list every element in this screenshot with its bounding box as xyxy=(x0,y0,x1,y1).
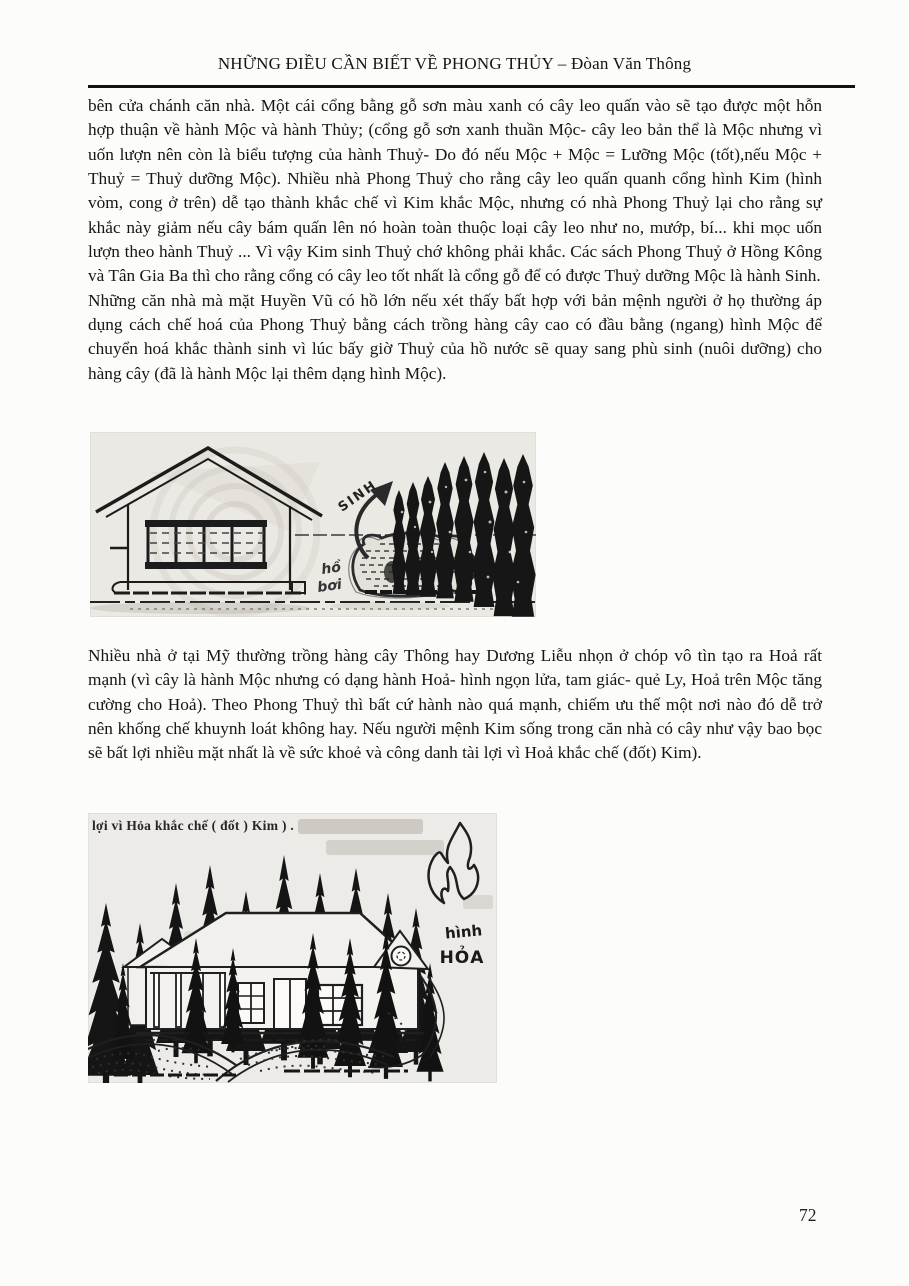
svg-text:HỎA: HỎA xyxy=(439,948,485,968)
page-header-title: NHỮNG ĐIỀU CẦN BIẾT VỀ PHONG THỦY – Đòan Văn Thông xyxy=(217,54,692,73)
paragraph-2: Những căn nhà mà mặt Huyền Vũ có hồ lớn nếu xét thấy bất hợp với bản mệnh người ở họ thường áp dụng cách chế hoá của Phong Thuỷ bằng cách trồng hàng cây cao có đầu bằng (ngang) hình Mộc để chuyển hoá khắc thành sinh vì lúc bấy giờ Thuỷ của hồ nước sẽ quay sang phù sinh (nuôi dưỡng) cho hàng cây (đã là hành Mộc lại thêm dạng hình Mộc). xyxy=(88,290,822,383)
sinh-label: SINH xyxy=(335,477,381,516)
figure-house-pines-flame xyxy=(88,813,497,1083)
body-text-block-1 xyxy=(88,94,822,386)
body-text-block-2 xyxy=(88,644,822,766)
figure-house-pool-trees xyxy=(90,432,536,617)
svg-text:bơi: bơi xyxy=(316,576,343,596)
page-number: 72 xyxy=(799,1205,817,1225)
svg-text:hồ: hồ xyxy=(320,559,342,578)
figure-caption: lợi vì Hỏa khắc chế ( đốt ) Kim ) . xyxy=(92,818,295,833)
paragraph-3: Nhiều nhà ở tại Mỹ thường trồng hàng cây Thông hay Dương Liễu nhọn ở chóp vô tìn tạo ra Hoả rất mạnh (vì cây là hành Mộc nhưng có dạng hành Hoả- hình ngọn lửa, tam giác- quẻ Ly, Hoả trên Mộc tăng cường cho Hoả). Theo Phong Thuỷ thì bất cứ hành nào quá mạnh, chiếm ưu thế một nơi nào đó dễ trở nên khống chế khuynh loát không hay. Nếu người mệnh Kim sống trong căn nhà có cây như vậy bao bọc sẽ bất lợi nhiều mặt nhất là về sức khoẻ và công danh tài lợi vì Hoả khắc chế (đốt) Kim). xyxy=(88,646,822,763)
header-rule xyxy=(88,85,855,88)
svg-text:hình: hình xyxy=(444,921,483,943)
paragraph-1: bên cửa chánh căn nhà. Một cái cổng bằng gỗ sơn màu xanh có cây leo quấn vào sẽ tạo được một hỗn hợp thuận về hành Mộc và hành Thủy; (cổng gỗ sơn xanh thuần Mộc- cây leo bản thể là Mộc nhưng vì uốn lượn nên còn là biểu tượng của hành Thuỷ- Do đó nếu Mộc + Mộc = Lưỡng Mộc (tốt),nếu Mộc + Thuỷ = Thuỷ dưỡng Mộc). Nhiều nhà Phong Thuỷ cho rằng cây leo quấn quanh cổng hình Kim (hình vòm, cong ở trên) dễ tạo thành khắc chế vì Kim khắc Mộc, nhưng có nhà Phong Thuỷ lại cho rằng sự khắc này giảm nếu cây bám quấn lên nó hoàn toàn thuộc loại cây leo như no, mướp, bí... khi mọc uốn lượn theo hành Thuỷ ... Vì vậy Kim sinh Thuỷ chớ không phải khắc. Các sách Phong Thuỷ ở Hồng Kông và Tân Gia Ba thì cho rằng cổng có cây leo tốt nhất là cổng gỗ để có được Thuỷ dưỡng Mộc là hành Sinh. xyxy=(88,96,822,286)
